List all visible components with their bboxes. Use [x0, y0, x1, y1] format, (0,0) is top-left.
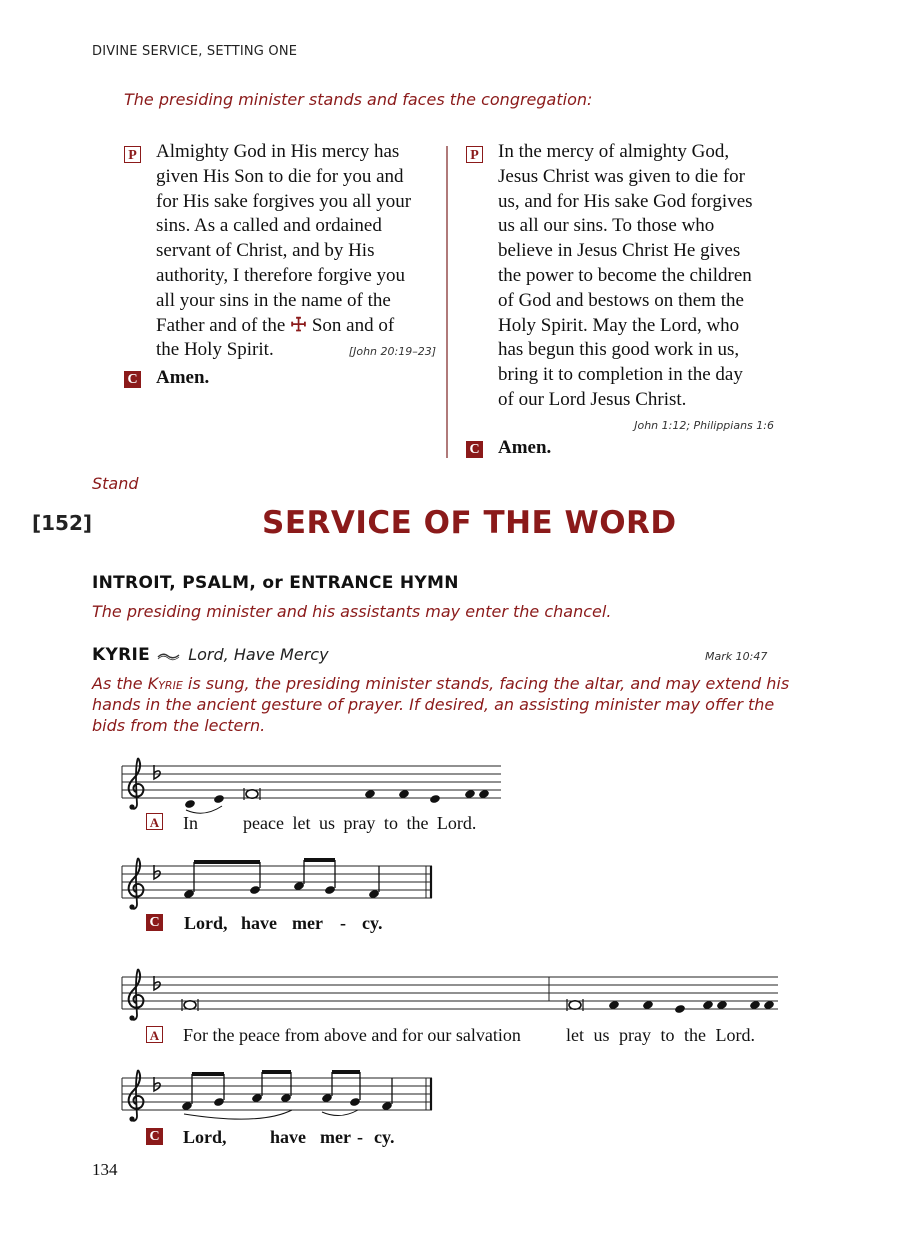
staff-2 — [122, 858, 432, 910]
congregation-badge-icon: C — [124, 371, 141, 388]
lyric-word: Lord, — [183, 1127, 227, 1147]
staff-3 — [122, 969, 778, 1021]
lyric-line-1b: peace let us pray to the Lord. — [243, 813, 477, 833]
scripture-reference: [John 20:19–23] — [348, 345, 436, 359]
lyric-word: mer — [292, 913, 323, 933]
lyric-line-3b: let us pray to the Lord. — [566, 1025, 755, 1045]
lyric-line-3a: For the peace from above and for our salvation — [183, 1025, 521, 1045]
staff-1 — [122, 758, 501, 813]
kyrie-rubric: As the Kyrie is sung, the presiding minister stands, facing the altar, and may extend his hands in the ancient gesture of prayer. If desired, an assisting minister may offer the bids from the lectern. — [92, 674, 790, 735]
rubric-faces-congregation: The presiding minister stands and faces the congregation: — [124, 90, 593, 109]
section-number: [152] — [32, 511, 93, 535]
lyric-word: mer — [320, 1127, 351, 1147]
absolution-right-text: In the mercy of almighty God, Jesus Christ was given to die for us, and for His sake God forgives us all our sins. To those who believe in Jesus Christ He gives the power to become the children of God and bestows on them the Holy Spirit. May the Lord, who has begun this good work in us, bring it to completion in the day of our Lord Jesus Christ. John 1:12; Philippians 1:6 — [498, 141, 774, 432]
congregation-badge-icon: C — [146, 1128, 163, 1145]
kyrie-reference: Mark 10:47 — [705, 650, 768, 663]
congregation-badge-icon: C — [146, 914, 163, 931]
scripture-reference: John 1:12; Philippians 1:6 — [634, 418, 774, 432]
lyric-word: - — [340, 913, 346, 933]
lyric-word: have — [241, 913, 277, 933]
lyric-line-1a: In — [183, 813, 198, 833]
kyrie-heading: KYRIE — [92, 645, 151, 665]
amen-response: Amen. — [498, 436, 552, 458]
section-title: SERVICE OF THE WORD — [262, 505, 677, 541]
staff-4 — [122, 1070, 432, 1122]
assistant-badge-icon: A — [146, 1026, 163, 1043]
amen-response: Amen. — [156, 367, 210, 389]
rubric-stand: Stand — [92, 474, 139, 493]
cross-icon: ☩ — [290, 314, 308, 336]
congregation-badge-icon: C — [466, 441, 483, 458]
introit-rubric: The presiding minister and his assistants may enter the chancel. — [92, 602, 612, 621]
lyric-word: Lord, — [184, 913, 228, 933]
pastor-badge-icon: P — [466, 146, 483, 163]
assistant-badge-icon: A — [146, 813, 163, 830]
introit-heading: INTROIT, PSALM, or ENTRANCE HYMN — [92, 573, 459, 593]
kyrie-subtitle: Lord, Have Mercy — [188, 645, 329, 664]
page-number: 134 — [92, 1160, 118, 1179]
lyric-word: cy. — [374, 1127, 395, 1147]
absolution-left-text: Almighty God in His mercy has given His Son to die for you and for His sake forgives you all your sins. As a called and ordained servant of Christ, and by His authority, I therefore forgive you all your sins in the name of the Father and of the ☩ Son and of the Holy Spirit. [John 20:19–23] — [156, 140, 436, 365]
lyric-word: have — [270, 1127, 306, 1147]
lyric-word: cy. — [362, 913, 383, 933]
running-head: DIVINE SERVICE, SETTING ONE — [92, 44, 298, 59]
pastor-badge-icon: P — [124, 146, 141, 163]
lyric-word: - — [357, 1127, 363, 1147]
